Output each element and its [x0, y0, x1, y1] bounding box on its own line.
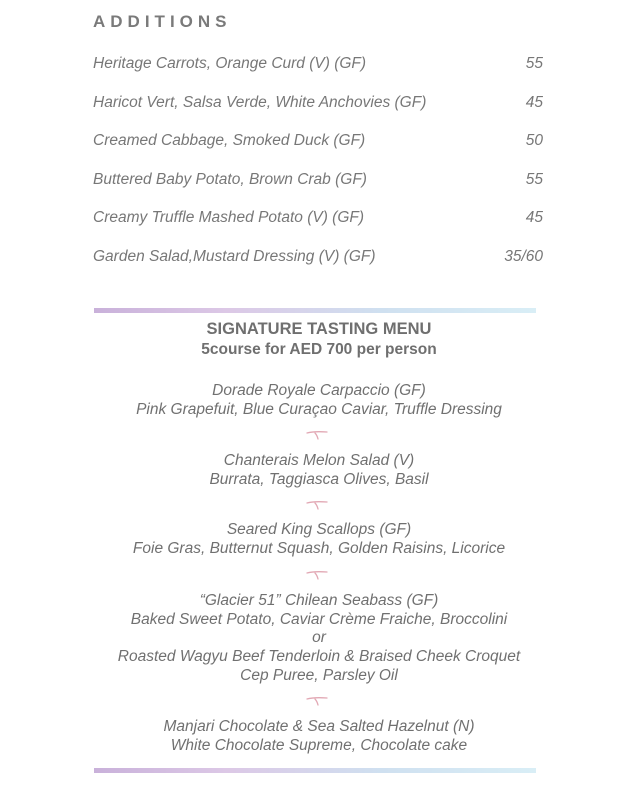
bottom-gradient-divider — [94, 768, 536, 773]
tasting-menu-title: SIGNATURE TASTING MENU — [206, 320, 432, 338]
course-title: Dorade Royale Carpaccio (GF) — [212, 382, 426, 399]
course-description: White Chocolate Supreme, Chocolate cake — [170, 737, 468, 754]
flourish-divider-icon — [306, 500, 328, 510]
menu-item-name: Heritage Carrots, Orange Curd (V) (GF) — [93, 55, 367, 72]
menu-item-price: 50 — [525, 132, 543, 149]
course-title: Seared King Scallops (GF) — [226, 521, 412, 538]
menu-item — [93, 247, 543, 266]
menu-item-price: 35/60 — [504, 248, 543, 265]
menu-item-price: 45 — [525, 94, 543, 111]
menu-item-name: Creamy Truffle Mashed Potato (V) (GF) — [93, 209, 365, 226]
course-title: Manjari Chocolate & Sea Salted Hazelnut (N) — [163, 718, 475, 735]
course-title: Chanterais Melon Salad (V) — [223, 452, 415, 469]
course-description: Baked Sweet Potato, Caviar Crème Fraiche, Broccolini — [130, 611, 508, 628]
course-alt-description: Cep Puree, Parsley Oil — [240, 667, 398, 684]
menu-item-price: 55 — [525, 171, 543, 188]
course-description: Pink Grapefuit, Blue Curaçao Caviar, Truffle Dressing — [136, 401, 502, 418]
course-title: “Glacier 51” Chilean Seabass (GF) — [199, 592, 439, 609]
menu-item-name: Garden Salad,Mustard Dressing (V) (GF) — [93, 248, 376, 265]
menu-item-name: Buttered Baby Potato, Brown Crab (GF) — [93, 171, 367, 188]
course-alt-title: Roasted Wagyu Beef Tenderloin & Braised Cheek Croquet — [117, 648, 521, 665]
flourish-divider-icon — [306, 570, 328, 580]
course-description: Foie Gras, Butternut Squash, Golden Raisins, Licorice — [132, 540, 506, 557]
flourish-divider-icon — [306, 696, 328, 706]
menu-item — [93, 54, 543, 73]
menu-item — [93, 131, 543, 150]
menu-item-name: Haricot Vert, Salsa Verde, White Anchovies (GF) — [93, 94, 427, 111]
menu-item — [93, 170, 543, 189]
course-or: or — [312, 629, 326, 646]
menu-item-price: 45 — [525, 209, 543, 226]
tasting-menu-subtitle: 5course for AED 700 per person — [201, 341, 437, 358]
menu-item — [93, 93, 543, 112]
top-gradient-divider — [94, 308, 536, 313]
flourish-divider-icon — [306, 430, 328, 440]
course-description: Burrata, Taggiasca Olives, Basil — [209, 471, 429, 488]
menu-item — [93, 208, 543, 227]
menu-item-name: Creamed Cabbage, Smoked Duck (GF) — [93, 132, 366, 149]
additions-heading: ADDITIONS — [93, 12, 232, 31]
menu-item-price: 55 — [525, 55, 543, 72]
